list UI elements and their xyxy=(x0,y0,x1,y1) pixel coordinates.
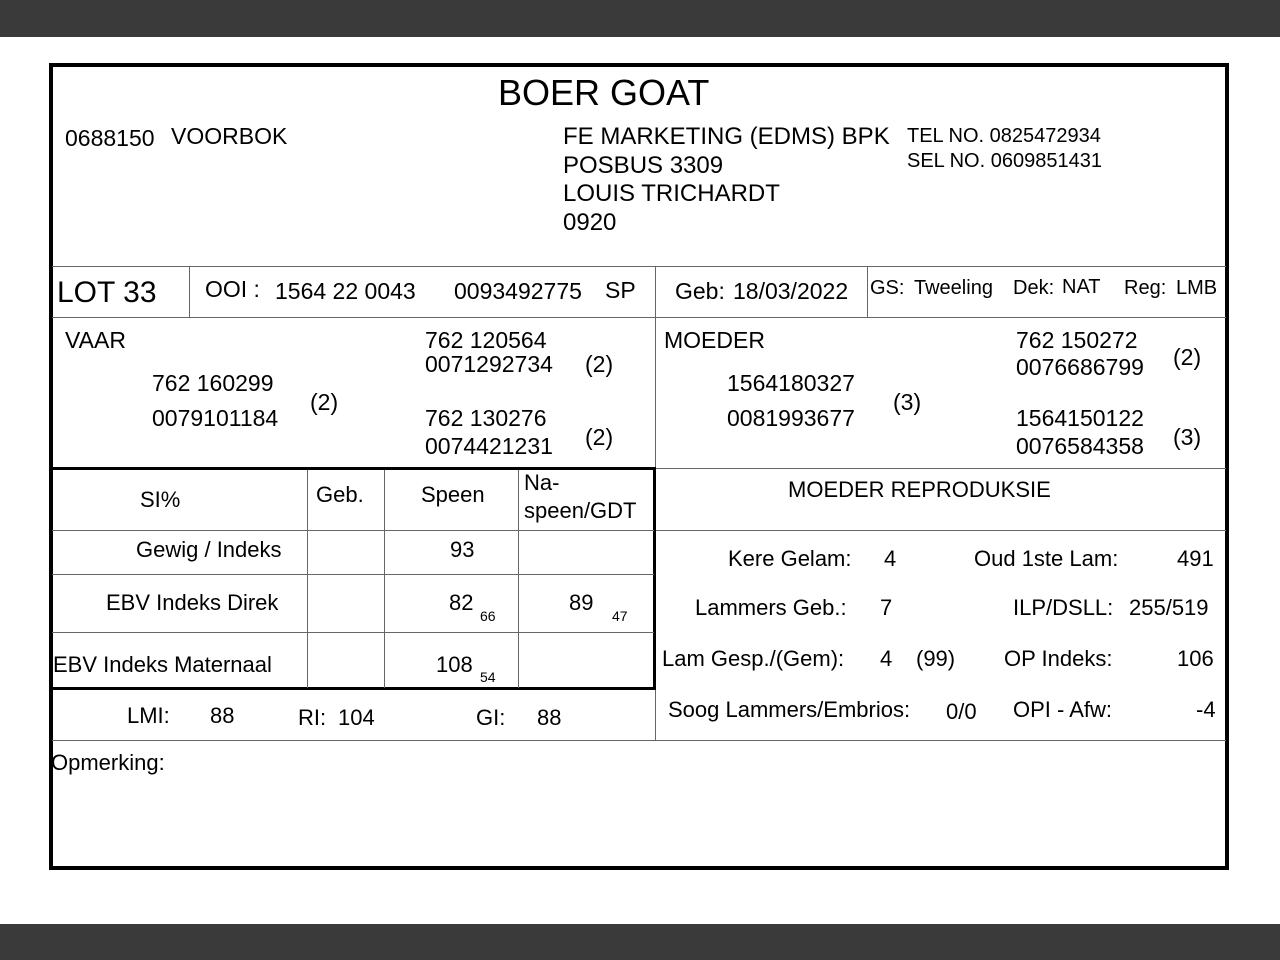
row-direk-naspeen: 89 xyxy=(569,590,594,615)
moeder-id: 1564180327 xyxy=(727,370,855,396)
lammers-value: 7 xyxy=(880,595,893,620)
ooi-label: OOI : xyxy=(205,276,260,302)
naspeen-header-line1: Na- xyxy=(524,470,560,495)
ooi-id: 1564 22 0043 xyxy=(275,278,416,304)
dek-value: NAT xyxy=(1062,276,1101,298)
soog-label: Soog Lammers/Embrios: xyxy=(668,697,911,722)
remarks-label: Opmerking: xyxy=(51,750,165,775)
vaar-id: 762 160299 xyxy=(152,370,274,396)
ooi-code: 0093492775 xyxy=(454,278,582,304)
vaar-sire-count: (2) xyxy=(585,351,614,377)
birth-date: 18/03/2022 xyxy=(733,278,849,304)
dek-label: Dek: xyxy=(1013,277,1055,299)
soog-value: 0/0 xyxy=(946,699,977,724)
divider-lot xyxy=(189,266,190,317)
divider-pedigree-right xyxy=(655,468,1226,469)
si-col-line-1 xyxy=(307,470,308,688)
kere-label: Kere Gelam: xyxy=(728,546,852,571)
seller-tel: TEL NO. 0825472934 xyxy=(907,125,1101,147)
lmi-label: LMI: xyxy=(127,703,170,728)
seller-postcode: 0920 xyxy=(563,209,617,236)
row-direk-speen: 82 xyxy=(449,590,474,615)
vaar-sire-code: 0071292734 xyxy=(425,351,553,377)
gesp-label: Lam Gesp./(Gem): xyxy=(662,646,845,671)
oud-value: 491 xyxy=(1177,546,1214,571)
ilp-value: 255/519 xyxy=(1129,595,1209,620)
divider-repro-title xyxy=(655,530,1226,531)
vaar-count: (2) xyxy=(310,389,339,415)
bottom-bar xyxy=(0,924,1280,960)
gs-value: Tweeling xyxy=(914,277,993,299)
gesp-gem: (99) xyxy=(916,646,956,671)
row-gewig-speen: 93 xyxy=(450,537,475,562)
animal-id: 0688150 xyxy=(65,125,155,151)
gs-label: GS: xyxy=(870,277,905,299)
row-direk-naspeen-sub: 47 xyxy=(612,608,628,624)
vaar-dam-count: (2) xyxy=(585,424,614,450)
geb-header: Geb. xyxy=(316,482,364,507)
kere-value: 4 xyxy=(884,546,897,571)
opi-value: -4 xyxy=(1196,697,1216,722)
divider-indices xyxy=(52,740,1226,741)
row-direk-speen-sub: 66 xyxy=(480,608,496,624)
divider-geb xyxy=(867,266,868,317)
row-maternaal-speen: 108 xyxy=(436,652,473,677)
moeder-label: MOEDER xyxy=(664,327,765,353)
ooi-suffix: SP xyxy=(605,277,636,303)
gesp-value: 4 xyxy=(880,646,893,671)
divider-header xyxy=(52,266,1226,267)
opi-label: OPI - Afw: xyxy=(1013,697,1113,722)
lmi-value: 88 xyxy=(210,703,235,728)
si-row-line-3 xyxy=(52,632,654,633)
si-row-line-1 xyxy=(52,530,654,531)
moeder-dam-id: 1564150122 xyxy=(1016,405,1144,431)
moeder-sire-id: 762 150272 xyxy=(1016,327,1138,353)
si-table-right xyxy=(653,467,656,690)
moeder-dam-count: (3) xyxy=(1173,424,1202,450)
gi-value: 88 xyxy=(537,705,562,730)
divider-lot-row xyxy=(52,317,1226,318)
si-table-top xyxy=(52,467,656,470)
lot-number: LOT 33 xyxy=(57,276,157,309)
birth-label: Geb: xyxy=(675,278,725,304)
si-row-line-2 xyxy=(52,574,654,575)
top-bar xyxy=(0,0,1280,37)
moeder-code: 0081993677 xyxy=(727,405,855,431)
page-title: BOER GOAT xyxy=(498,72,710,113)
moeder-dam-code: 0076584358 xyxy=(1016,433,1144,459)
moeder-sire-count: (2) xyxy=(1173,344,1202,370)
gi-label: GI: xyxy=(476,705,506,730)
vaar-code: 0079101184 xyxy=(152,405,279,431)
op-label: OP Indeks: xyxy=(1004,646,1113,671)
si-table-bottom xyxy=(52,687,656,690)
reg-label: Reg: xyxy=(1124,277,1167,299)
ilp-label: ILP/DSLL: xyxy=(1013,595,1114,620)
oud-label: Oud 1ste Lam: xyxy=(974,546,1119,571)
reg-value: LMB xyxy=(1176,277,1218,299)
ri-value: 104 xyxy=(338,705,375,730)
lammers-label: Lammers Geb.: xyxy=(695,595,847,620)
si-col-line-2 xyxy=(384,470,385,688)
vaar-dam-id: 762 130276 xyxy=(425,405,547,431)
repro-title: MOEDER REPRODUKSIE xyxy=(788,477,1051,502)
speen-header: Speen xyxy=(421,482,485,507)
vaar-dam-code: 0074421231 xyxy=(425,433,553,459)
si-col-line-3 xyxy=(518,470,519,688)
row-direk-label: EBV Indeks Direk xyxy=(106,590,279,615)
vaar-sire-id: 762 120564 xyxy=(425,327,547,353)
divider-ooi xyxy=(655,266,656,317)
op-value: 106 xyxy=(1177,646,1214,671)
naspeen-header-line2: speen/GDT xyxy=(524,498,637,523)
si-header: SI% xyxy=(140,487,181,512)
ri-label: RI: xyxy=(298,705,327,730)
moeder-count: (3) xyxy=(893,389,922,415)
seller-sel: SEL NO. 0609851431 xyxy=(907,150,1102,172)
seller-address-1: POSBUS 3309 xyxy=(563,152,724,179)
row-maternaal-label: EBV Indeks Maternaal xyxy=(53,652,272,677)
row-gewig-label: Gewig / Indeks xyxy=(136,537,282,562)
animal-name: VOORBOK xyxy=(171,123,288,149)
moeder-sire-code: 0076686799 xyxy=(1016,354,1144,380)
vaar-label: VAAR xyxy=(65,327,126,353)
seller-name: FE MARKETING (EDMS) BPK xyxy=(563,123,890,150)
seller-address-2: LOUIS TRICHARDT xyxy=(563,180,780,207)
row-maternaal-speen-sub: 54 xyxy=(480,669,496,685)
